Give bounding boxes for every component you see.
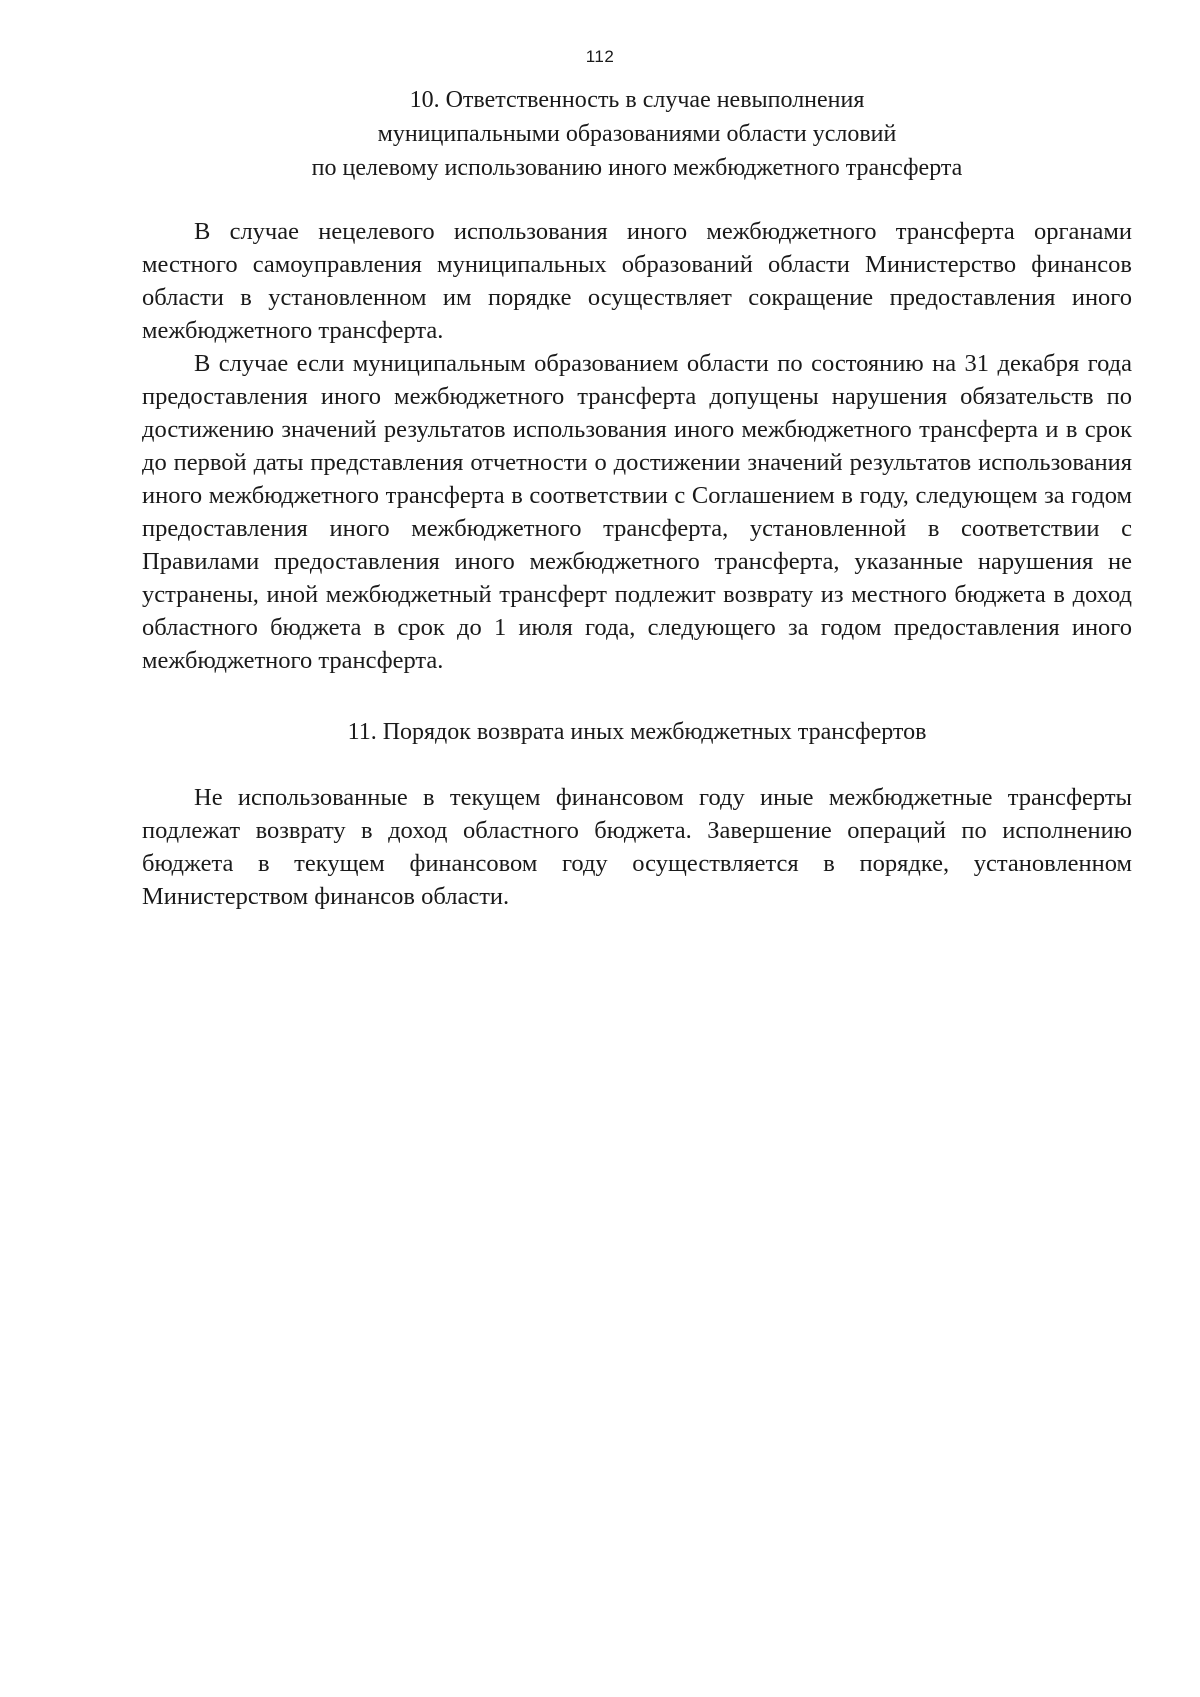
document-body bbox=[142, 83, 1132, 913]
section-10-heading-line-1: 10. Ответственность в случае невыполнения bbox=[409, 87, 865, 113]
section-11-heading-line-1: 11. Порядок возврата иных межбюджетных трансфертов bbox=[347, 719, 927, 745]
section-10-paragraph-1: В случае нецелевого использования иного межбюджетного трансферта органами местного самоуправления муниципальных образований области Министерство финансов области в установленном им порядке осуществляет сокращение предоставления иного межбюджетного трансферта. bbox=[142, 218, 1132, 344]
page-number: 112 bbox=[585, 47, 615, 66]
section-10-heading bbox=[142, 83, 1132, 185]
section-11-heading bbox=[142, 715, 1132, 749]
section-11-paragraph-1: Не использованные в текущем финансовом году иные межбюджетные трансферты подлежат возврату в доход областного бюджета. Завершение операций по исполнению бюджета в текущем финансовом году осуществляется в порядке, установленном Министерством финансов области. bbox=[142, 784, 1132, 910]
section-10-heading-line-2: муниципальными образованиями области условий bbox=[377, 121, 897, 147]
section-10-heading-line-3: по целевому использованию иного межбюджетного трансферта bbox=[311, 155, 963, 181]
section-10-paragraph-2: В случае если муниципальным образованием области по состоянию на 31 декабря года предоставления иного межбюджетного трансферта допущены нарушения обязательств по достижению значений результатов использования иного межбюджетного трансферта и в срок до первой даты представления отчетности о достижении значений результатов использования иного межбюджетного трансферта в соответствии с Соглашением в году, следующем за годом предоставления иного межбюджетного трансферта, установленной в соответствии с Правилами предоставления иного межбюджетного трансферта, указанные нарушения не устранены, иной межбюджетный трансферт подлежит возврату из местного бюджета в доход областного бюджета в срок до 1 июля года, следующего за годом предоставления иного межбюджетного трансферта. bbox=[142, 350, 1132, 674]
